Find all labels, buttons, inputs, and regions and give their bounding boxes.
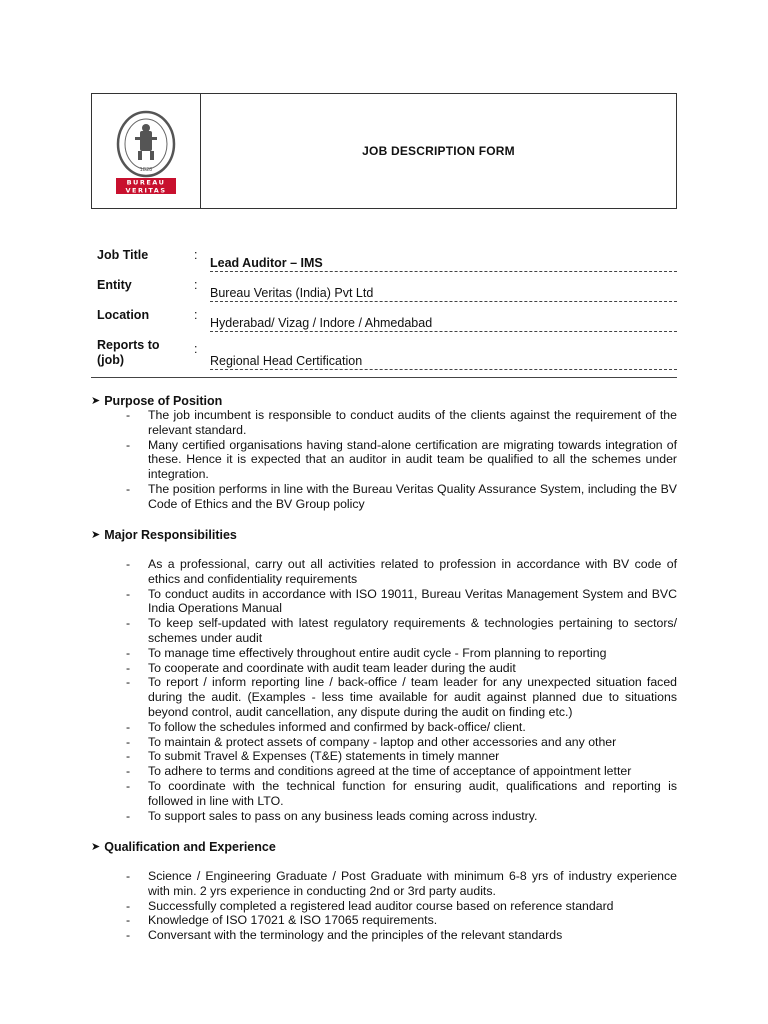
info-label: Entity	[97, 278, 132, 292]
info-label: Reports to (job)	[97, 338, 160, 367]
info-value: Regional Head Certification	[210, 354, 677, 370]
list-item: - To adhere to terms and conditions agreed at the time of acceptance of appointment letter	[126, 764, 632, 779]
section-title: Purpose of Position	[104, 393, 223, 408]
info-row-entity	[97, 278, 677, 308]
bureau-veritas-seal-icon	[113, 107, 179, 195]
list-item: - The position performs in line with the Bureau Veritas Quality Assurance System, including the BV Code of Ethics and the BV Group policy	[126, 481, 677, 511]
list-item: - To conduct audits in accordance with ISO 19011, Bureau Veritas Management System and BVC India Operations Manual	[126, 586, 677, 616]
list-item: - To coordinate with the technical function for ensuring audit, qualifications and reporting is followed in line with LTO.	[126, 778, 677, 808]
form-title: JOB DESCRIPTION FORM	[362, 144, 515, 158]
list-item: - The job incumbent is responsible to conduct audits of the clients against the requirement of the relevant standard.	[126, 408, 677, 437]
info-row-location	[97, 308, 677, 338]
purpose-list	[91, 408, 677, 512]
section-qualification	[91, 839, 677, 943]
list-item: - Conversant with the terminology and the principles of the relevant standards	[126, 928, 563, 943]
svg-text:1828: 1828	[139, 167, 153, 173]
section-title: Qualification and Experience	[104, 839, 276, 854]
info-value: Lead Auditor – IMS	[210, 256, 677, 272]
divider	[91, 377, 677, 378]
section-title: Major Responsibilities	[104, 527, 237, 542]
list-item: - To support sales to pass on any business leads coming across industry.	[126, 808, 538, 823]
qualification-list	[91, 869, 677, 943]
info-row-reports-to	[97, 338, 677, 370]
list-item: - As a professional, carry out all activities related to profession in accordance with BV code of ethics and confidentiality requirements	[126, 557, 677, 586]
list-item: - To submit Travel & Expenses (T&E) statements in timely manner	[126, 749, 500, 764]
list-item: - To keep self-updated with latest regulatory requirements & technologies pertaining to sectors/ schemes under audit	[126, 616, 677, 645]
logo-line1: BUREAU	[126, 178, 166, 187]
section-heading	[91, 393, 677, 408]
info-row-job-title	[97, 248, 677, 278]
list-item: - Knowledge of ISO 17021 & ISO 17065 requirements.	[126, 913, 438, 928]
list-item: - Science / Engineering Graduate / Post Graduate with minimum 6-8 yrs of industry experience with min. 2 yrs experience in conducting 2nd or 3rd party audits.	[126, 869, 677, 898]
arrow-bullet-icon: ➤	[91, 395, 101, 407]
info-colon: :	[194, 342, 198, 356]
section-responsibilities	[91, 527, 677, 823]
info-value: Bureau Veritas (India) Pvt Ltd	[210, 286, 677, 302]
section-heading	[91, 839, 677, 854]
arrow-bullet-icon: ➤	[91, 841, 101, 853]
logo-cell	[92, 94, 201, 208]
header-box	[91, 93, 677, 209]
info-label: Job Title	[97, 248, 149, 262]
info-colon: :	[194, 248, 198, 262]
list-item: - To manage time effectively throughout entire audit cycle - From planning to reporting	[126, 645, 607, 660]
logo-line2: VERITAS	[125, 186, 167, 195]
list-item: - Many certified organisations having stand-alone certification are migrating towards integration of these. Hence it is expected that an auditor in audit team be qualified to all the schemes under integration.	[126, 437, 677, 482]
list-item: - To report / inform reporting line / back-office / team leader for any unexpected situation faced during the audit. (Examples - less time available for audit against planned due to situations beyond control, audit cancellation, any dispute during the audit on finding etc.)	[126, 675, 677, 719]
info-value: Hyderabad/ Vizag / Indore / Ahmedabad	[210, 316, 677, 332]
list-item: - Successfully completed a registered lead auditor course based on reference standard	[126, 898, 614, 913]
info-label: Location	[97, 308, 150, 322]
responsibilities-list	[91, 557, 677, 823]
section-heading	[91, 527, 677, 542]
arrow-bullet-icon: ➤	[91, 529, 101, 541]
info-colon: :	[194, 278, 198, 292]
job-info-table	[97, 248, 677, 370]
list-item: - To cooperate and coordinate with audit team leader during the audit	[126, 660, 516, 675]
info-colon: :	[194, 308, 198, 322]
section-purpose	[91, 393, 677, 512]
list-item: - To maintain & protect assets of company - laptop and other accessories and any other	[126, 734, 617, 749]
list-item: - To follow the schedules informed and confirmed by back-office/ client.	[126, 719, 526, 734]
